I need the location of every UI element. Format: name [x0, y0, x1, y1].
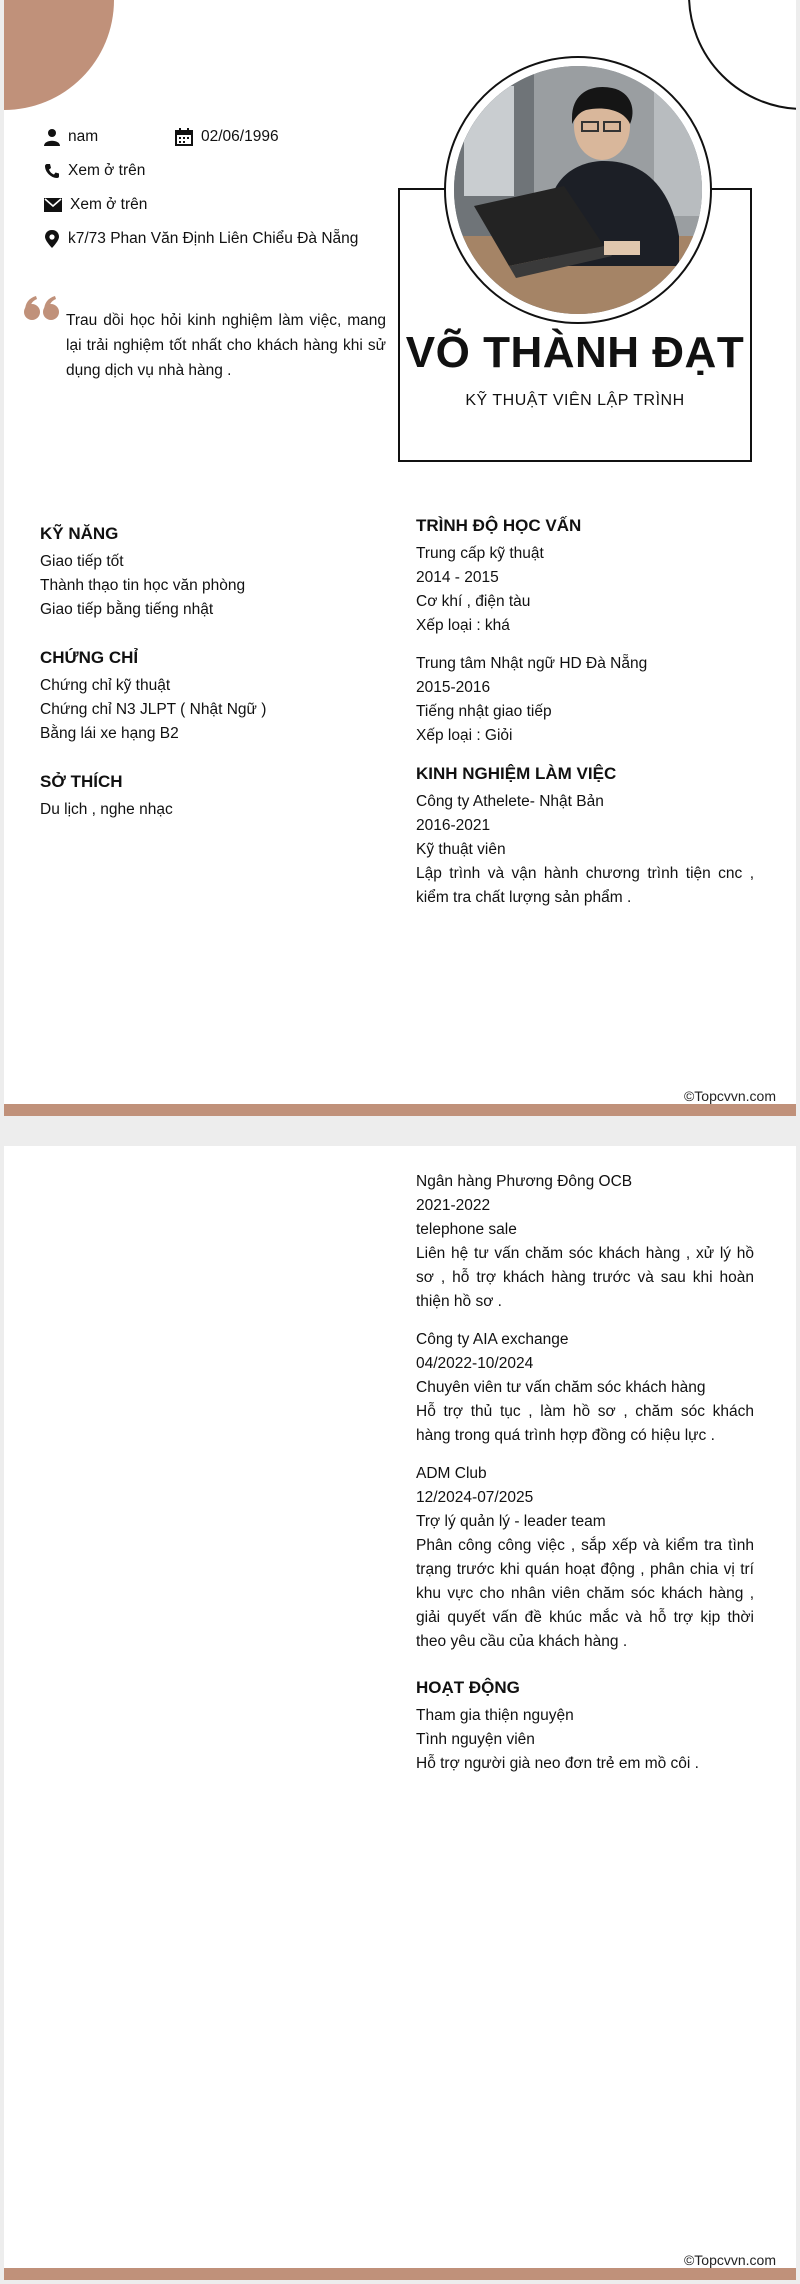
hobbies-list [40, 798, 173, 822]
study-major: Cơ khí , điện tàu [416, 593, 531, 610]
quote-icon [24, 296, 62, 322]
phone-row [44, 162, 145, 180]
company-name: Ngân hàng Phương Đông OCB [416, 1173, 633, 1190]
candidate-job-title: KỸ THUẬT VIÊN LẬP TRÌNH [465, 392, 685, 409]
experience-entry [416, 790, 604, 862]
list-item: Chứng chỉ kỹ thuật [40, 677, 171, 694]
footer-brand: ©Topcvvn.com [683, 1088, 776, 1104]
study-major: Tiếng nhật giao tiếp [416, 703, 552, 720]
study-grade: Xếp loại : khá [416, 617, 510, 634]
list-item: Giao tiếp bằng tiếng nhật [40, 601, 214, 618]
list-item: Bằng lái xe hạng B2 [40, 725, 179, 742]
list-item: Giao tiếp tốt [40, 553, 124, 570]
gender-row [44, 128, 98, 146]
company-name: ADM Club [416, 1465, 487, 1482]
school-name: Trung cấp kỹ thuật [416, 545, 544, 562]
email-row [44, 196, 147, 214]
work-description: Phân công công việc , sắp xếp và kiểm tra tình trạng trước khi quán hoạt động , phân chia vị trí khu vực cho nhân viên chăm sóc khách hàng , giải quyết vấn đề khúc mắc và hỗ trợ kịp thời theo yêu cầu của khách hàng . [416, 1537, 754, 1650]
profile-photo [454, 66, 702, 314]
work-period: 12/2024-07/2025 [416, 1489, 534, 1506]
email-value: Xem ở trên [70, 196, 148, 213]
list-item: Du lịch , nghe nhạc [40, 801, 173, 818]
accent-bar [4, 2268, 796, 2280]
hobbies-title: SỞ THÍCH [40, 772, 123, 791]
work-description: Hỗ trợ thủ tục , làm hồ sơ , chăm sóc khách hàng trong quá trình hợp đồng có hiệu lực . [416, 1403, 754, 1444]
address-value: k7/73 Phan Văn Định Liên Chiểu Đà Nẵng [68, 230, 359, 247]
birthdate-row [175, 128, 279, 146]
experience-entry [416, 1328, 706, 1400]
experience-entry [416, 1170, 632, 1242]
birthdate-value: 02/06/1996 [201, 128, 279, 145]
candidate-name: VÕ THÀNH ĐẠT [405, 328, 745, 377]
list-item: Hỗ trợ người già neo đơn trẻ em mồ côi . [416, 1755, 699, 1772]
activities-list [416, 1704, 699, 1776]
company-name: Công ty Athelete- Nhật Bản [416, 793, 604, 810]
certificates-title: CHỨNG CHỈ [40, 648, 139, 667]
study-period: 2014 - 2015 [416, 569, 499, 586]
work-description: Liên hệ tư vấn chăm sóc khách hàng , xử lý hồ sơ , hỗ trợ khách hàng trước và sau khi hoàn thiện hồ sơ . [416, 1245, 754, 1310]
location-icon [44, 230, 60, 248]
company-name: Công ty AIA exchange [416, 1331, 569, 1348]
work-position: telephone sale [416, 1221, 517, 1238]
decorative-blob [4, 0, 114, 110]
list-item: Thành thạo tin học văn phòng [40, 577, 246, 594]
work-period: 2016-2021 [416, 817, 491, 834]
activities-title: HOẠT ĐỘNG [416, 1678, 520, 1697]
skills-title: KỸ NĂNG [40, 524, 119, 543]
list-item: Tình nguyện viên [416, 1731, 535, 1748]
education-entry [416, 652, 647, 748]
work-period: 2021-2022 [416, 1197, 491, 1214]
cv-page-2 [4, 1146, 796, 2280]
study-grade: Xếp loại : Giỏi [416, 727, 513, 744]
address-row [44, 230, 358, 248]
school-name: Trung tâm Nhật ngữ HD Đà Nẵng [416, 655, 648, 672]
phone-value: Xem ở trên [68, 162, 146, 179]
certificates-list [40, 674, 266, 746]
accent-bar [4, 1104, 796, 1116]
person-icon [44, 128, 60, 146]
work-position: Kỹ thuật viên [416, 841, 506, 858]
phone-icon [44, 163, 60, 179]
list-item: Chứng chỉ N3 JLPT ( Nhật Ngữ ) [40, 701, 267, 718]
skills-list [40, 550, 245, 622]
cv-page-1 [4, 0, 796, 1116]
work-position: Chuyên viên tư vấn chăm sóc khách hàng [416, 1379, 706, 1396]
calendar-icon [175, 128, 193, 146]
work-period: 04/2022-10/2024 [416, 1355, 534, 1372]
experience-entry [416, 1462, 606, 1534]
experience-title: KINH NGHIỆM LÀM VIỆC [416, 764, 617, 783]
study-period: 2015-2016 [416, 679, 491, 696]
gender-value: nam [68, 128, 99, 145]
education-title: TRÌNH ĐỘ HỌC VẤN [416, 516, 582, 535]
career-objective: Trau dồi học hỏi kinh nghiệm làm việc, mang lại trải nghiệm tốt nhất cho khách hàng khi sử dụng dịch vụ nhà hàng . [66, 312, 386, 379]
list-item: Tham gia thiện nguyện [416, 1707, 574, 1724]
decorative-circle [688, 0, 796, 110]
footer-brand: ©Topcvvn.com [683, 2252, 776, 2268]
work-position: Trợ lý quản lý - leader team [416, 1513, 606, 1530]
work-description: Lập trình và vận hành chương trình tiện cnc , kiểm tra chất lượng sản phẩm . [416, 865, 754, 906]
mail-icon [44, 198, 62, 212]
education-entry [416, 542, 544, 638]
